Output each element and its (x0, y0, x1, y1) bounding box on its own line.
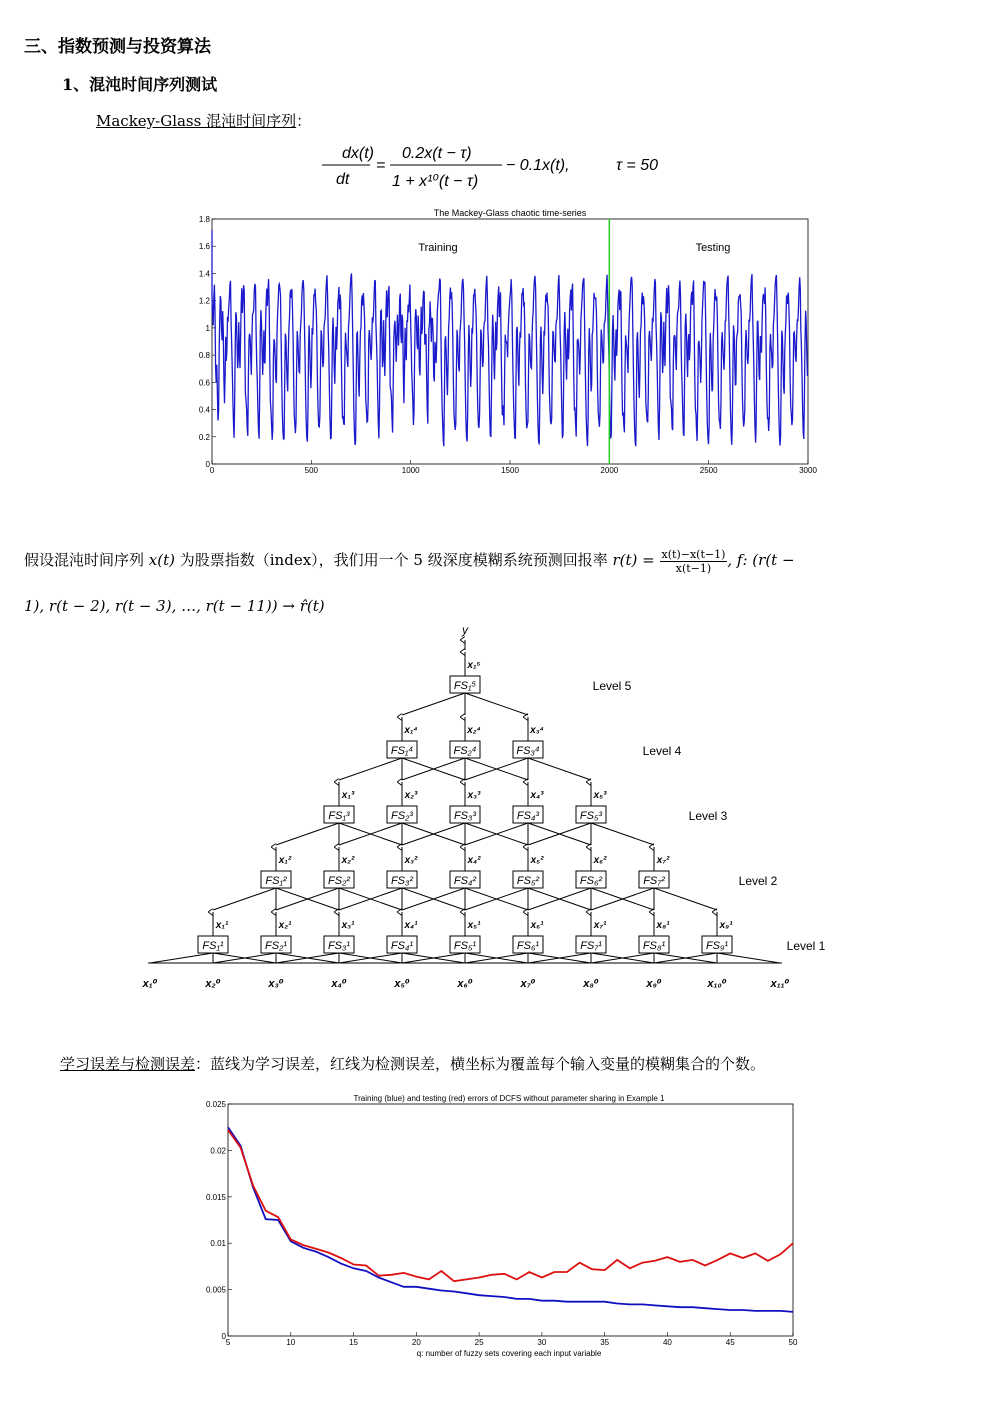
input-label: x₂⁰ (205, 978, 221, 990)
fuzzy-system-label: FS₉¹ (705, 940, 729, 952)
fuzzy-system-label: FS₂⁴ (453, 745, 477, 757)
chart2-xtick-label: 40 (662, 1338, 672, 1347)
input-label: x₁⁰ (142, 978, 158, 990)
para-rt: r(t) = (612, 551, 655, 569)
fuzzy-system-label: FS₅² (516, 875, 540, 887)
eq-tau: τ = 50 (616, 157, 659, 174)
chart2-ytick-label: 0.025 (205, 1100, 226, 1109)
chart2-xtick-label: 50 (788, 1338, 798, 1347)
chart1-xtick-label: 500 (304, 466, 319, 475)
level-output-label: x₅² (530, 855, 544, 866)
chart1-xtick-label: 1500 (501, 466, 519, 475)
fuzzy-system-label: FS₄¹ (390, 940, 414, 952)
level-output-label: x₁¹ (215, 920, 229, 931)
chart1-label-training: Training (418, 242, 458, 254)
mg-label (96, 110, 311, 131)
level-output-label: x₁⁴ (404, 725, 418, 736)
chart1-xtick-label: 3000 (799, 466, 817, 475)
mg-label-suffix: ： (296, 112, 312, 130)
chart1-ytick-label: 0 (205, 460, 210, 469)
para-line1 (24, 537, 974, 583)
level-output-label: x₄² (467, 855, 481, 866)
chart2-xtick-label: 35 (600, 1338, 610, 1347)
level-output-label: x₄¹ (404, 920, 418, 931)
deep-fuzzy-system-diagram (130, 618, 826, 1000)
level-output-label: x₃³ (467, 790, 481, 801)
level-output-label: x₂⁴ (467, 725, 481, 736)
chart2-xtick-label: 15 (349, 1338, 359, 1347)
input-label: x₇⁰ (520, 978, 536, 990)
chart1-xtick-label: 0 (209, 466, 215, 475)
fuzzy-system-label: FS₈¹ (642, 940, 666, 952)
input-label: x₅⁰ (394, 978, 410, 990)
level-output-label: x₁⁵ (467, 660, 481, 671)
eq-lhs-den: dt (336, 171, 350, 188)
chart1-xtick-label: 1000 (401, 466, 420, 475)
level-output-label: x₇² (656, 855, 670, 866)
chart2-xtick-label: 25 (474, 1338, 484, 1347)
eq-rhs-den: 1 + x¹⁰(t − τ) (392, 173, 479, 190)
chart1-ytick-label: 1.4 (198, 269, 210, 279)
level-output-label: x₂² (341, 855, 355, 866)
mg-label-link[interactable]: Mackey-Glass 混沌时间序列 (96, 112, 297, 130)
fuzzy-system-label: FS₆¹ (516, 940, 540, 952)
fuzzy-system-label: FS₁⁴ (390, 745, 414, 757)
level-output-label: x₇¹ (593, 920, 607, 931)
fuzzy-system-label: FS₃² (390, 875, 414, 887)
error-chart (195, 1090, 815, 1362)
subsection-heading: 1、混沌时间序列测试 (62, 75, 218, 94)
chart2-xtick-label: 10 (286, 1338, 296, 1347)
level-output-label: x₃⁴ (530, 725, 544, 736)
chart1-label-testing: Testing (695, 242, 731, 254)
error-description-text: ：蓝线为学习误差，红线为检测误差，横坐标为覆盖每个输入变量的模糊集合的个数。 (195, 1055, 766, 1073)
level-label: Level 5 (592, 679, 632, 693)
chart1-ytick-label: 0.8 (198, 351, 210, 361)
input-label: x₆⁰ (457, 978, 473, 990)
fuzzy-system-label: FS₁² (265, 875, 287, 887)
level-output-label: x₅¹ (467, 920, 481, 931)
section-heading: 三、指数预测与投资算法 (24, 37, 211, 57)
level-label: Level 1 (786, 939, 826, 953)
chart1-ytick-label: 1.2 (198, 296, 210, 306)
level-label: Level 3 (688, 809, 728, 823)
fuzzy-system-label: FS₇² (643, 875, 665, 887)
input-label: x₃⁰ (268, 978, 284, 990)
level-output-label: x₄³ (530, 790, 544, 801)
level-output-label: x₁² (278, 855, 292, 866)
chart1-plot-area (212, 219, 808, 464)
level-output-label: x₃¹ (341, 920, 355, 931)
fuzzy-system-label: FS₃¹ (327, 940, 351, 952)
chart1-xtick-label: 2500 (699, 466, 718, 475)
chart1-ytick-label: 1 (205, 323, 210, 333)
chart2-xlabel: q: number of fuzzy sets covering each input variable (416, 1349, 602, 1358)
fuzzy-system-label: FS₆² (579, 875, 603, 887)
return-rate-paragraph (24, 537, 974, 629)
input-label: x₁₁⁰ (770, 978, 790, 990)
level-output-label: x₆² (593, 855, 607, 866)
fuzzy-system-label: FS₇¹ (580, 940, 602, 952)
return-fraction (660, 548, 728, 575)
chart2-ytick-label: 0.01 (210, 1239, 226, 1249)
chart2-ytick-label: 0.02 (210, 1146, 226, 1156)
level-label: Level 2 (738, 874, 778, 888)
fuzzy-system-label: FS₁⁵ (453, 680, 477, 692)
output-y-label: y (462, 623, 468, 637)
level-output-label: x₈¹ (656, 920, 670, 931)
eq-equals: = (376, 157, 386, 174)
frac-num: x(t)−x(t−1) (661, 547, 726, 561)
chart2-ytick-label: 0 (221, 1332, 226, 1341)
chart1-title: The Mackey-Glass chaotic time-series (433, 208, 587, 218)
eq-rhs-num: 0.2x(t − τ) (402, 145, 472, 162)
chart1-xtick-label: 2000 (600, 466, 619, 475)
error-description (60, 1053, 765, 1074)
fuzzy-system-label: FS₃³ (453, 810, 477, 822)
para-line2-text: 1), r(t − 2), r(t − 3), …, r(t − 11)) → r̂(t) (24, 597, 325, 615)
para-text1: 假设混沌时间序列 (24, 551, 149, 569)
input-label: x₈⁰ (583, 978, 599, 990)
input-label: x₄⁰ (331, 978, 347, 990)
fuzzy-system-label: FS₂¹ (265, 940, 287, 952)
fuzzy-system-label: FS₁³ (328, 810, 350, 822)
input-label: x₉⁰ (646, 978, 662, 990)
chart2-title: Training (blue) and testing (red) errors of DCFS without parameter sharing in Example 1 (353, 1094, 665, 1103)
eq-lhs-num: dx(t) (342, 145, 374, 162)
input-label: x₁₀⁰ (707, 978, 727, 990)
chart2-plot-area (228, 1104, 793, 1336)
frac-den: x(t−1) (675, 561, 712, 575)
chart1-ytick-label: 1.6 (198, 242, 210, 252)
chart2-xtick-label: 45 (725, 1338, 735, 1347)
fuzzy-system-label: FS₅³ (579, 810, 603, 822)
eq-rhs-tail: − 0.1x(t), (506, 157, 570, 174)
fuzzy-system-label: FS₄³ (516, 810, 540, 822)
fuzzy-system-label: FS₂² (328, 875, 350, 887)
chart2-ytick-label: 0.015 (205, 1192, 226, 1202)
chart2-ytick-label: 0.005 (205, 1285, 226, 1295)
level-output-label: x₃² (404, 855, 418, 866)
error-description-link[interactable]: 学习误差与检测误差 (60, 1055, 196, 1073)
level-output-label: x₂³ (404, 790, 418, 801)
fuzzy-system-label: FS₅¹ (453, 940, 477, 952)
chart2-xtick-label: 5 (225, 1338, 231, 1347)
chart2-xtick-label: 30 (537, 1338, 547, 1347)
chart1-ytick-label: 1.8 (198, 215, 210, 224)
fuzzy-system-label: FS₄² (453, 875, 477, 887)
level-output-label: x₁³ (341, 790, 355, 801)
level-output-label: x₆¹ (530, 920, 544, 931)
para-xt: x(t) (148, 551, 175, 569)
chart1-ytick-label: 0.6 (198, 378, 210, 388)
chart1-ytick-label: 0.4 (198, 405, 210, 415)
mackey-glass-equation (320, 140, 740, 196)
equation-svg (320, 140, 740, 196)
mackey-glass-chart (190, 205, 830, 480)
level-label: Level 4 (642, 744, 682, 758)
fuzzy-system-label: FS₃⁴ (516, 745, 540, 757)
level-output-label: x₂¹ (278, 920, 292, 931)
chart1-ytick-label: 0.2 (198, 432, 210, 442)
chart2-xtick-label: 20 (411, 1338, 421, 1347)
level-output-label: x₉¹ (719, 920, 733, 931)
fuzzy-system-label: FS₂³ (391, 810, 413, 822)
level-output-label: x₅³ (593, 790, 607, 801)
para-text3: , f: (r(t − (727, 551, 795, 569)
fuzzy-system-label: FS₁¹ (202, 940, 224, 952)
para-text2: 为股票指数（index），我们用一个 5 级深度模糊系统预测回报率 (174, 551, 613, 569)
